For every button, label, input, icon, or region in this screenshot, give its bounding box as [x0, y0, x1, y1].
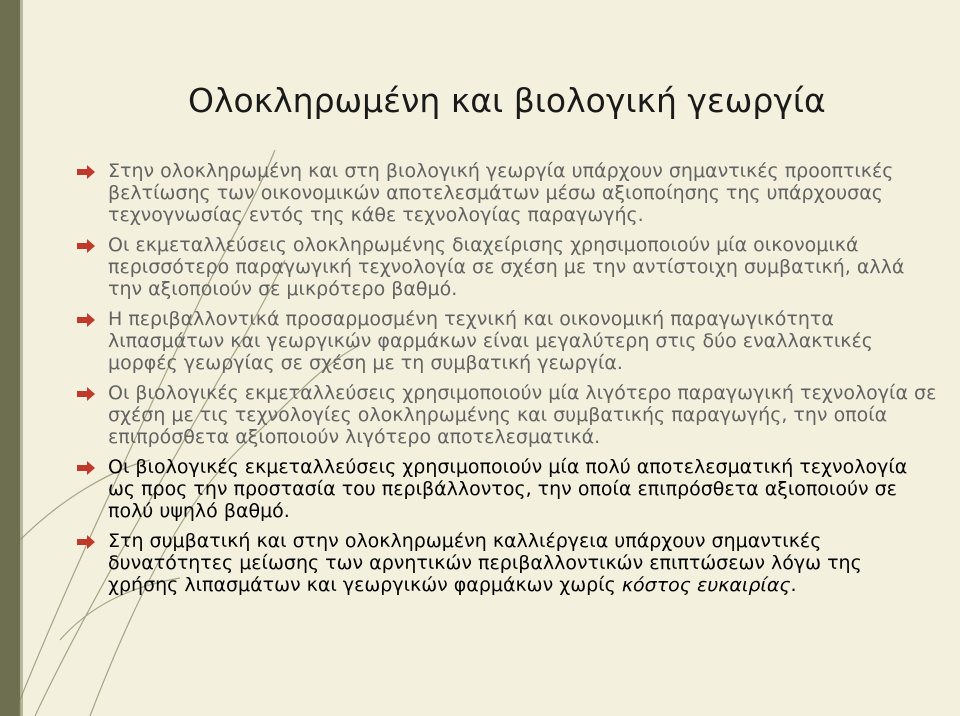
- side-bar-edge: [20, 0, 23, 716]
- bullet-text-emphasis: κόστος ευκαιρίας: [621, 574, 791, 596]
- bullet-item: [108, 234, 938, 300]
- slide-title: Ολοκληρωμένη και βιολογική γεωργία: [188, 81, 826, 120]
- bullet-item: [108, 160, 938, 226]
- bullet-item: [108, 308, 938, 374]
- arrow-bullet-icon: [76, 387, 96, 401]
- bullet-item: [108, 456, 938, 522]
- arrow-bullet-icon: [76, 535, 96, 549]
- bullet-text: Η περιβαλλοντικά προσαρμοσμένη τεχνική και οικονομική παραγωγικότητα λιπασμάτων και γεωργικών φαρμάκων είναι μεγαλύτερη στις δύο εναλλακτικές μορφές γεωργίας σε σχέση με τη συμβατική γεωργία.: [108, 308, 873, 374]
- bullet-text: Οι εκμεταλλεύσεις ολοκληρωμένης διαχείρισης χρησιμοποιούν μία οικονομικά περισσότερο παραγωγική τεχνολογία σε σχέση με την αντίστοιχη συμβατική, αλλά την αξιοποιούν σε μικρότερο βαθμό.: [108, 234, 905, 300]
- arrow-bullet-icon: [76, 313, 96, 327]
- bullet-list: [108, 152, 938, 604]
- bullet-text-suffix: .: [790, 574, 797, 596]
- bullet-text: Στην ολοκληρωμένη και στη βιολογική γεωργία υπάρχουν σημαντικές προοπτικές βελτίωσης των οικονομικών αποτελεσμάτων μέσω αξιοποίησης της υπάρχουσας τεχνογνωσίας εντός της κάθε τεχνολογίας παραγωγής.: [108, 160, 894, 226]
- side-bar: [0, 0, 20, 716]
- bullet-text-main: Στη συμβατική και στην ολοκληρωμένη καλλιέργεια υπάρχουν σημαντικές δυνατότητες μείωσης των αρνητικών περιβαλλοντικών επιπτώσεων λόγω της χρήσης λιπασμάτων και γεωργικών φαρμάκων χωρίς: [108, 530, 862, 596]
- bullet-item: [108, 382, 938, 448]
- bullet-text: [108, 530, 938, 596]
- arrow-bullet-icon: [76, 239, 96, 253]
- bullet-item: [108, 530, 938, 596]
- bullet-text: Οι βιολογικές εκμεταλλεύσεις χρησιμοποιούν μία λιγότερο παραγωγική τεχνολογία σε σχέση με τις τεχνολογίες ολοκληρωμένης και συμβατικής παραγωγής, την οποία επιπρόσθετα αξιοποιούν λιγότερο αποτελεσματικά.: [108, 382, 937, 448]
- bullet-text: Οι βιολογικές εκμεταλλεύσεις χρησιμοποιούν μία πολύ αποτελεσματική τεχνολογία ως προς την προστασία του περιβάλλοντος, την οποία επιπρόσθετα αξιοποιούν σε πολύ υψηλό βαθμό.: [108, 456, 908, 522]
- arrow-bullet-icon: [76, 165, 96, 179]
- arrow-bullet-icon: [76, 461, 96, 475]
